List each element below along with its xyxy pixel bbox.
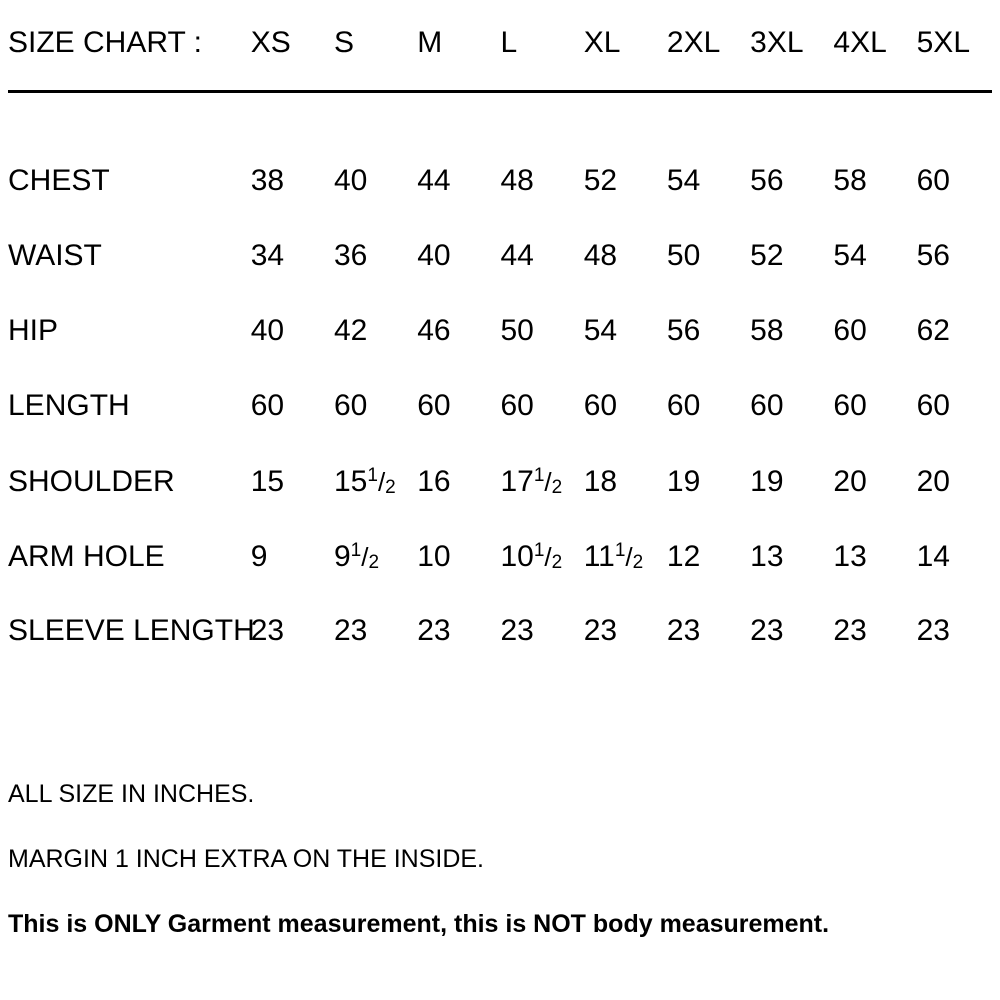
table-row bbox=[0, 391, 1000, 466]
cell-hip-l: 50 bbox=[500, 314, 534, 347]
column-header-xl: XL bbox=[583, 26, 621, 59]
table-row bbox=[0, 316, 1000, 391]
column-header-4xl: 4XL bbox=[833, 26, 887, 59]
cell-chest-xs: 38 bbox=[250, 164, 285, 197]
table-row bbox=[0, 616, 1000, 691]
cell-arm-hole-m: 10 bbox=[417, 540, 451, 573]
cell-sleeve-length-s: 23 bbox=[333, 614, 368, 647]
cell-chest-4xl: 58 bbox=[833, 164, 867, 197]
cell-sleeve-length-4xl: 23 bbox=[833, 614, 867, 647]
cell-arm-hole-2xl: 12 bbox=[666, 540, 701, 573]
column-header-5xl: 5XL bbox=[916, 26, 971, 59]
cell-waist-xs: 34 bbox=[250, 239, 285, 272]
cell-waist-2xl: 50 bbox=[666, 239, 701, 272]
cell-hip-2xl: 56 bbox=[666, 314, 701, 347]
cell-sleeve-length-xl: 23 bbox=[583, 614, 618, 647]
cell-hip-3xl: 58 bbox=[750, 314, 784, 347]
row-label-length: LENGTH bbox=[8, 389, 130, 422]
row-label-chest: CHEST bbox=[8, 164, 110, 197]
notes-section bbox=[8, 782, 992, 977]
cell-arm-hole-5xl: 14 bbox=[916, 540, 950, 573]
row-label-shoulder: SHOULDER bbox=[8, 465, 175, 498]
cell-length-m: 60 bbox=[417, 389, 451, 422]
cell-shoulder-l: $17^1/2$ bbox=[500, 465, 563, 498]
cell-shoulder-xl: 18 bbox=[583, 465, 618, 498]
cell-hip-5xl: 62 bbox=[916, 314, 950, 347]
cell-shoulder-m: 16 bbox=[417, 465, 451, 498]
cell-sleeve-length-m: 23 bbox=[417, 614, 451, 647]
column-header-s: S bbox=[333, 26, 354, 59]
cell-waist-5xl: 56 bbox=[916, 239, 950, 272]
cell-length-5xl: 60 bbox=[916, 389, 950, 422]
column-header-2xl: 2XL bbox=[666, 26, 721, 59]
table-row bbox=[0, 241, 1000, 316]
cell-waist-s: 36 bbox=[333, 239, 368, 272]
cell-hip-4xl: 60 bbox=[833, 314, 867, 347]
row-label-hip: HIP bbox=[8, 314, 59, 347]
cell-length-xl: 60 bbox=[583, 389, 618, 422]
header-spacer-row bbox=[0, 104, 1000, 166]
cell-arm-hole-xl: $11^1/2$ bbox=[583, 540, 644, 573]
cell-length-4xl: 60 bbox=[833, 389, 867, 422]
cell-chest-m: 44 bbox=[417, 164, 451, 197]
cell-chest-5xl: 60 bbox=[916, 164, 950, 197]
cell-arm-hole-l: $10^1/2$ bbox=[500, 540, 563, 573]
cell-arm-hole-s: $9^1/2$ bbox=[333, 540, 380, 573]
column-header-m: M bbox=[417, 26, 443, 59]
cell-hip-s: 42 bbox=[333, 314, 368, 347]
cell-chest-xl: 52 bbox=[583, 164, 618, 197]
cell-waist-4xl: 54 bbox=[833, 239, 867, 272]
cell-sleeve-length-xs: 23 bbox=[250, 614, 285, 647]
row-label-sleeve-length: SLEEVE LENGTH bbox=[8, 614, 255, 647]
cell-shoulder-2xl: 19 bbox=[666, 465, 701, 498]
column-header-3xl: 3XL bbox=[750, 26, 804, 59]
size-chart-table bbox=[0, 28, 1000, 691]
size-chart-title: SIZE CHART : bbox=[8, 26, 202, 59]
cell-sleeve-length-5xl: 23 bbox=[916, 614, 950, 647]
cell-waist-m: 40 bbox=[417, 239, 451, 272]
cell-shoulder-3xl: 19 bbox=[750, 465, 784, 498]
note-garment-measurement: This is ONLY Garment measurement, this is NOT body measurement. bbox=[8, 910, 830, 938]
note-all-size-in-inches: ALL SIZE IN INCHES. bbox=[8, 780, 255, 808]
row-label-waist: WAIST bbox=[8, 239, 102, 272]
cell-waist-l: 44 bbox=[500, 239, 534, 272]
cell-chest-3xl: 56 bbox=[750, 164, 784, 197]
table-row bbox=[0, 166, 1000, 241]
cell-shoulder-5xl: 20 bbox=[916, 465, 950, 498]
cell-waist-xl: 48 bbox=[583, 239, 618, 272]
header-divider bbox=[8, 90, 992, 93]
cell-shoulder-s: $15^1/2$ bbox=[333, 465, 396, 498]
cell-sleeve-length-2xl: 23 bbox=[666, 614, 701, 647]
table-body bbox=[0, 166, 1000, 691]
cell-arm-hole-xs: 9 bbox=[250, 540, 268, 573]
cell-sleeve-length-l: 23 bbox=[500, 614, 534, 647]
column-header-xs: XS bbox=[250, 26, 291, 59]
cell-sleeve-length-3xl: 23 bbox=[750, 614, 784, 647]
cell-hip-m: 46 bbox=[417, 314, 451, 347]
cell-shoulder-4xl: 20 bbox=[833, 465, 867, 498]
header-divider-row bbox=[0, 90, 1000, 104]
cell-length-xs: 60 bbox=[250, 389, 285, 422]
cell-length-l: 60 bbox=[500, 389, 534, 422]
cell-arm-hole-3xl: 13 bbox=[750, 540, 784, 573]
table-row bbox=[0, 466, 1000, 541]
row-label-arm-hole: ARM HOLE bbox=[8, 540, 165, 573]
table-row bbox=[0, 541, 1000, 616]
cell-length-2xl: 60 bbox=[666, 389, 701, 422]
cell-shoulder-xs: 15 bbox=[250, 465, 285, 498]
cell-length-3xl: 60 bbox=[750, 389, 784, 422]
cell-chest-2xl: 54 bbox=[666, 164, 701, 197]
cell-arm-hole-4xl: 13 bbox=[833, 540, 867, 573]
table-header-row bbox=[0, 28, 1000, 90]
note-margin: MARGIN 1 INCH EXTRA ON THE INSIDE. bbox=[8, 845, 485, 873]
column-header-l: L bbox=[500, 26, 518, 59]
cell-hip-xl: 54 bbox=[583, 314, 618, 347]
cell-chest-s: 40 bbox=[333, 164, 368, 197]
cell-length-s: 60 bbox=[333, 389, 368, 422]
cell-hip-xs: 40 bbox=[250, 314, 285, 347]
cell-waist-3xl: 52 bbox=[750, 239, 784, 272]
cell-chest-l: 48 bbox=[500, 164, 534, 197]
